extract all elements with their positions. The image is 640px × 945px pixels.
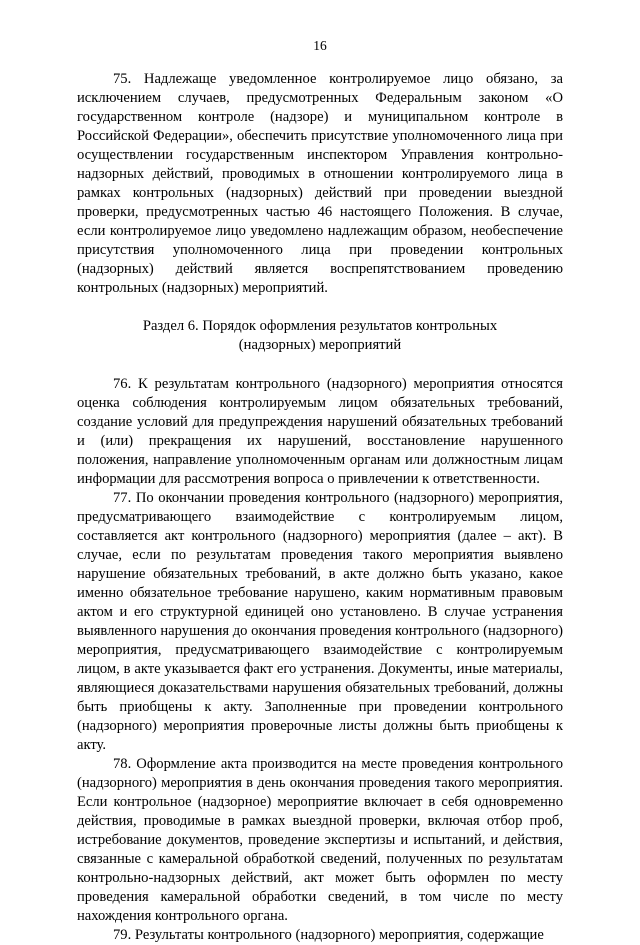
- page-number: 16: [313, 38, 327, 53]
- document-body: [77, 70, 563, 945]
- paragraph-78: 78. Оформление акта производится на месте проведения контрольного (надзорного) мероприятия в день окончания проведения такого мероприятия. Если контрольное (надзорное) мероприятие включает в себя одновременно действия, проводимые в рамках выездной проверки, включая отбор проб, истребование документов, проведение экспертизы и испытаний, и действия, связанные с камеральной обработкой сведений, полученных по результатам контрольно-надзорных действий, акт может быть оформлен по месту проведения камеральной обработки сведений, в том числе по месту нахождения контрольного органа.: [77, 756, 563, 924]
- paragraph-75: 75. Надлежаще уведомленное контролируемое лицо обязано, за исключением случаев, предусмотренных Федеральным законом «О государственном контроле (надзоре) и муниципальном контроле в Российской Федерации», обеспечить присутствие уполномоченного лица при осуществлении государственным инспектором Управления контрольно-надзорных действий, проводимых в отношении контролируемого лица в рамках контрольных (надзорных) действий при проведении выездной проверки, предусмотренных частью 46 настоящего Положения. В случае, если контролируемое лицо уведомлено надлежащим образом, необеспечение присутствия уполномоченного лица при проведении контрольных (надзорных) действий является воспрепятствованием проведению контрольных (надзорных) мероприятий.: [77, 71, 563, 296]
- paragraph-76: 76. К результатам контрольного (надзорного) мероприятия относятся оценка соблюдения контролируемым лицом обязательных требований, создание условий для предупреждения нарушений обязательных требований и (или) прекращения их нарушений, восстановление нарушенного положения, направление уполномоченным органам или должностным лицам информации для рассмотрения вопроса о привлечении к ответственности.: [77, 376, 563, 487]
- paragraph-79: 79. Результаты контрольного (надзорного) мероприятия, содержащие: [113, 927, 544, 943]
- section-title: Раздел 6. Порядок оформления результатов контрольных (надзорных) мероприятий: [142, 318, 498, 353]
- paragraph-77: 77. По окончании проведения контрольного (надзорного) мероприятия, предусматривающего взаимодействие с контролируемым лицом, составляется акт контрольного (надзорного) мероприятия (далее – акт). В случае, если по результатам проведения такого мероприятия выявлено нарушение обязательных требований, в акте должно быть указано, какое именно обязательное требование нарушено, каким нормативным правовым актом и его структурной единицей оно установлено. В случае устранения выявленного нарушения до окончания проведения контрольного (надзорного) мероприятия, предусматривающего взаимодействие с контролируемым лицом, в акте указывается факт его устранения. Документы, иные материалы, являющиеся доказательствами нарушения обязательных требований, должны быть приобщены к акту. Заполненные при проведении контрольного (надзорного) мероприятия проверочные листы должны быть приобщены к акту.: [77, 490, 563, 753]
